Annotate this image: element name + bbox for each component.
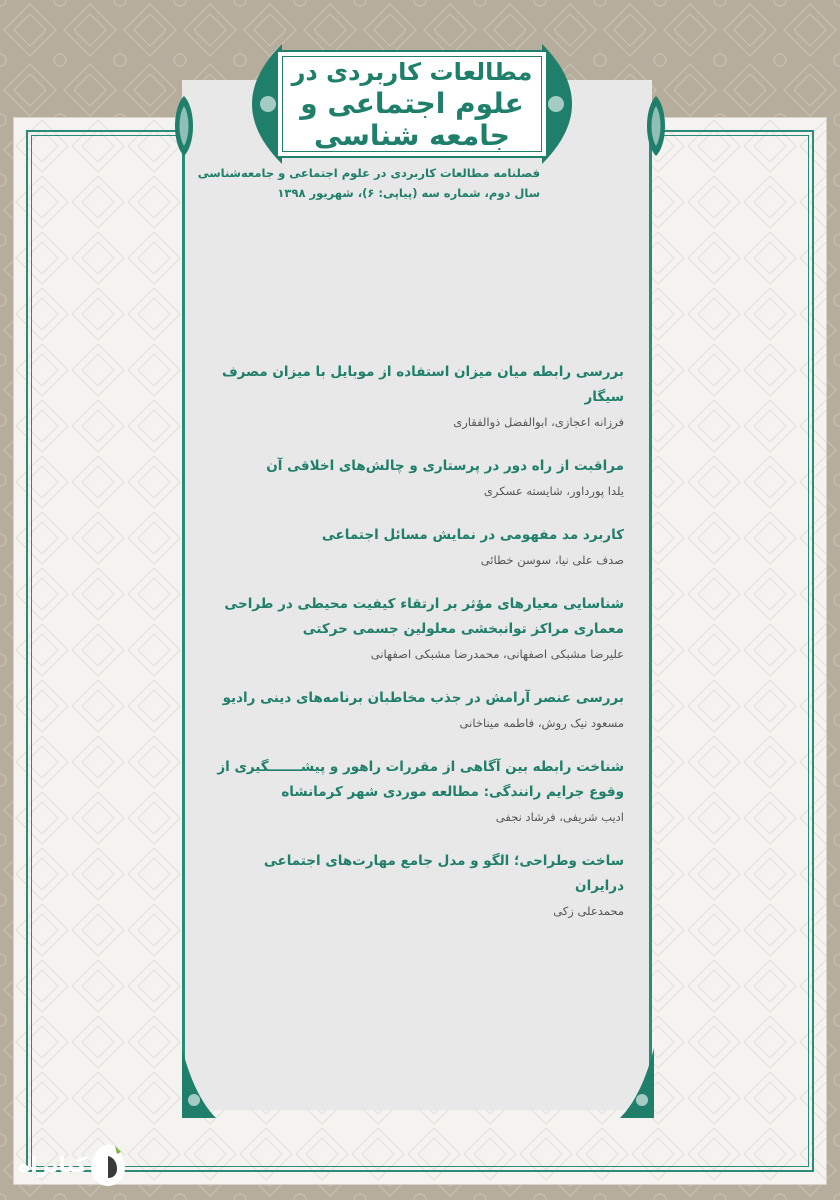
ornament-top-left-icon [172, 96, 196, 156]
toc-item[interactable] [212, 849, 624, 921]
article-title: ساخت وطراحی؛ الگو و مدل جامع مهارت‌های اجتماعی درایران [263, 853, 624, 894]
article-authors: محمدعلی زکی [553, 904, 624, 918]
brand-watermark [10, 1138, 132, 1192]
article-title: بررسی عنصر آرامش در جذب مخاطبان برنامه‌های دینی رادیو [222, 690, 624, 706]
toc-item[interactable] [212, 454, 624, 501]
logo-line-3: جامعه شناسی [314, 119, 510, 152]
article-title: کاربرد مد مفهومی در نمایش مسائل اجتماعی [321, 527, 624, 543]
logo-line-1: مطالعات کاربردی در [291, 58, 533, 86]
toc-item[interactable] [212, 360, 624, 432]
journal-logo [276, 50, 548, 158]
article-title: شناسایی معیارهای مؤثر بر ارتقاء کیفیت محیطی در طراحی معماری مراکز توانبخشی معلولین جسمی حرکتی [224, 596, 624, 637]
panel-border-left [182, 118, 185, 1078]
toc-item[interactable] [212, 755, 624, 827]
article-title: بررسی رابطه میان میزان استفاده از موبایل با میزان مصرف سیگار [221, 364, 624, 405]
toc-item[interactable] [212, 523, 624, 570]
ornament-top-right-icon [644, 96, 668, 156]
panel-border-right [649, 118, 652, 1078]
article-authors: صدف علی نیا، سوسن خطائی [480, 553, 624, 567]
article-authors: فرزانه اعجازی، ابوالفضل ذوالفقاری [453, 415, 624, 429]
toc-item[interactable] [212, 686, 624, 733]
issue-info: سال دوم، شماره سه (پیاپی: ۶)، شهریور ۱۳۹۸ [277, 186, 540, 200]
table-of-contents [212, 360, 624, 943]
article-authors: علیرضا مشبکی اصفهانی، محمدرضا مشبکی اصفهانی [370, 647, 624, 661]
logo-line-2: علوم اجتماعی و [300, 87, 524, 120]
article-title: مراقبت از راه دور در پرستاری و چالش‌های اخلاقی آن [266, 458, 624, 474]
ornament-bottom-right-icon [620, 1048, 660, 1118]
article-title: شناخت رابطه بین آگاهی از مقررات راهور و پیشـــــــگیری از وقوع جرایم رانندگی: مطالعه موردی شهر کرمانشاه [217, 759, 624, 800]
book-logo-icon [91, 1144, 125, 1186]
brand-name: کتابراه [18, 1153, 88, 1177]
article-authors: یلدا پورداور، شایسته عسکری [483, 484, 624, 498]
toc-item[interactable] [212, 592, 624, 664]
ornament-bottom-left-icon [176, 1048, 216, 1118]
article-authors: ادیب شریفی، فرشاد نجفی [495, 810, 624, 824]
article-authors: مسعود نیک روش، فاطمه میناخانی [459, 716, 624, 730]
journal-subtitle: فصلنامه مطالعات کاربردی در علوم اجتماعی و جامعه‌شناسی [197, 166, 540, 180]
